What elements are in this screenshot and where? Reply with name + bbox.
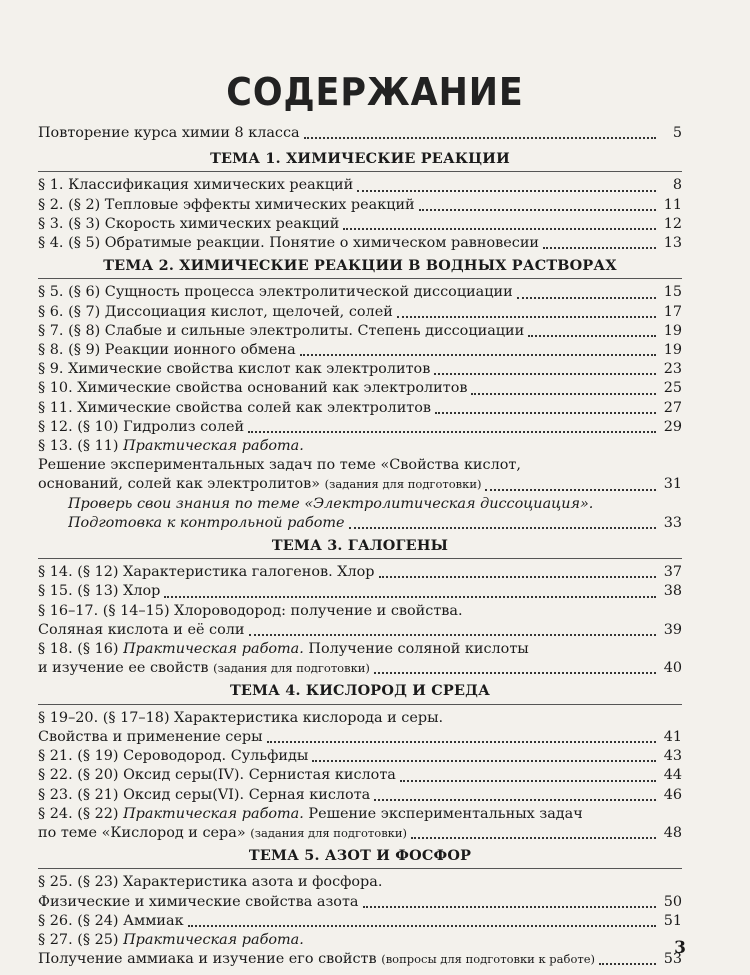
toc-entry-practical[interactable]: § 18. (§ 16) Практическая работа. Получение соляной кислоты и изучение ее свойств (задания для подготовки) 40	[38, 641, 682, 677]
table-of-contents	[38, 124, 682, 972]
toc-entry-review[interactable]: Проверь свои знания по теме «Электролитическая диссоциация». Подготовка к контрольной работе 33	[68, 495, 682, 531]
toc-entry[interactable]: § 16–17. (§ 14–15) Хлороводород: получение и свойства. Соляная кислота и её соли 39	[38, 602, 682, 638]
section-topic-1	[38, 149, 682, 253]
section-heading: ТЕМА 4. КИСЛОРОД И СРЕДА	[229, 682, 491, 700]
toc-entry-page: 5	[672, 125, 682, 141]
section-heading: ТЕМА 1. ХИМИЧЕСКИЕ РЕАКЦИИ	[210, 150, 510, 168]
toc-entry[interactable]: § 15. (§ 13) Хлор 38	[38, 583, 682, 600]
toc-entry[interactable]: § 3. (§ 3) Скорость химических реакций 12	[38, 215, 682, 232]
section-topic-4	[38, 681, 682, 843]
toc-entry[interactable]: § 19–20. (§ 17–18) Характеристика кислорода и серы. Свойства и применение серы 41	[38, 709, 682, 745]
section-topic-5	[38, 846, 682, 969]
toc-entry-practical[interactable]: § 27. (§ 25) Практическая работа. Получение аммиака и изучение его свойств (вопросы для подготовки к работе) 53	[38, 931, 682, 968]
toc-entry[interactable]: § 2. (§ 2) Тепловые эффекты химических реакций 11	[38, 196, 682, 213]
toc-entry[interactable]: § 9. Химические свойства кислот как электролитов 23	[38, 361, 682, 378]
section-topic-3	[38, 536, 682, 678]
toc-entry-intro[interactable]	[38, 124, 682, 143]
page-number: 3	[674, 938, 686, 958]
toc-entry[interactable]: § 6. (§ 7) Диссоциация кислот, щелочей, солей 17	[38, 303, 682, 320]
toc-entry[interactable]: § 11. Химические свойства солей как электролитов 27	[38, 399, 682, 416]
toc-entry[interactable]: § 12. (§ 10) Гидролиз солей 29	[38, 418, 682, 435]
toc-entry[interactable]: § 23. (§ 21) Оксид серы(VI). Серная кислота 46	[38, 786, 682, 803]
toc-entry-practical[interactable]: § 13. (§ 11) Практическая работа. Решение экспериментальных задач по теме «Свойства кислот, оснований, солей как электролитов» (задания для подготовки) 31	[38, 438, 682, 493]
toc-entry[interactable]: § 22. (§ 20) Оксид серы(IV). Сернистая кислота 44	[38, 767, 682, 784]
toc-entry[interactable]: § 4. (§ 5) Обратимые реакции. Понятие о химическом равновесии 13	[38, 235, 682, 252]
toc-entry[interactable]: § 26. (§ 24) Аммиак 51	[38, 912, 682, 929]
toc-entry-text: Повторение курса химии 8 класса	[38, 125, 300, 141]
toc-entry[interactable]: § 8. (§ 9) Реакции ионного обмена 19	[38, 342, 682, 359]
toc-entry[interactable]: § 14. (§ 12) Характеристика галогенов. Хлор 37	[38, 564, 682, 581]
section-heading: ТЕМА 2. ХИМИЧЕСКИЕ РЕАКЦИИ В ВОДНЫХ РАСТВОРАХ	[103, 257, 617, 275]
toc-entry[interactable]: § 7. (§ 8) Слабые и сильные электролиты. Степень диссоциации 19	[38, 322, 682, 339]
toc-entry[interactable]: § 5. (§ 6) Сущность процесса электролитической диссоциации 15	[38, 284, 682, 301]
toc-entry[interactable]: § 10. Химические свойства оснований как электролитов 25	[38, 380, 682, 397]
section-heading: ТЕМА 3. ГАЛОГЕНЫ	[271, 537, 449, 555]
page-title: СОДЕРЖАНИЕ	[226, 70, 524, 114]
toc-entry[interactable]: § 21. (§ 19) Сероводород. Сульфиды 43	[38, 748, 682, 765]
toc-entry[interactable]: § 25. (§ 23) Характеристика азота и фосфора. Физические и химические свойства азота 50	[38, 874, 682, 910]
section-topic-2	[38, 256, 682, 533]
toc-entry[interactable]: § 1. Классификация химических реакций 8	[38, 177, 682, 194]
toc-entry-practical[interactable]: § 24. (§ 22) Практическая работа. Решение экспериментальных задач по теме «Кислород и сера» (задания для подготовки) 48	[38, 805, 682, 841]
section-heading: ТЕМА 5. АЗОТ И ФОСФОР	[248, 847, 472, 865]
